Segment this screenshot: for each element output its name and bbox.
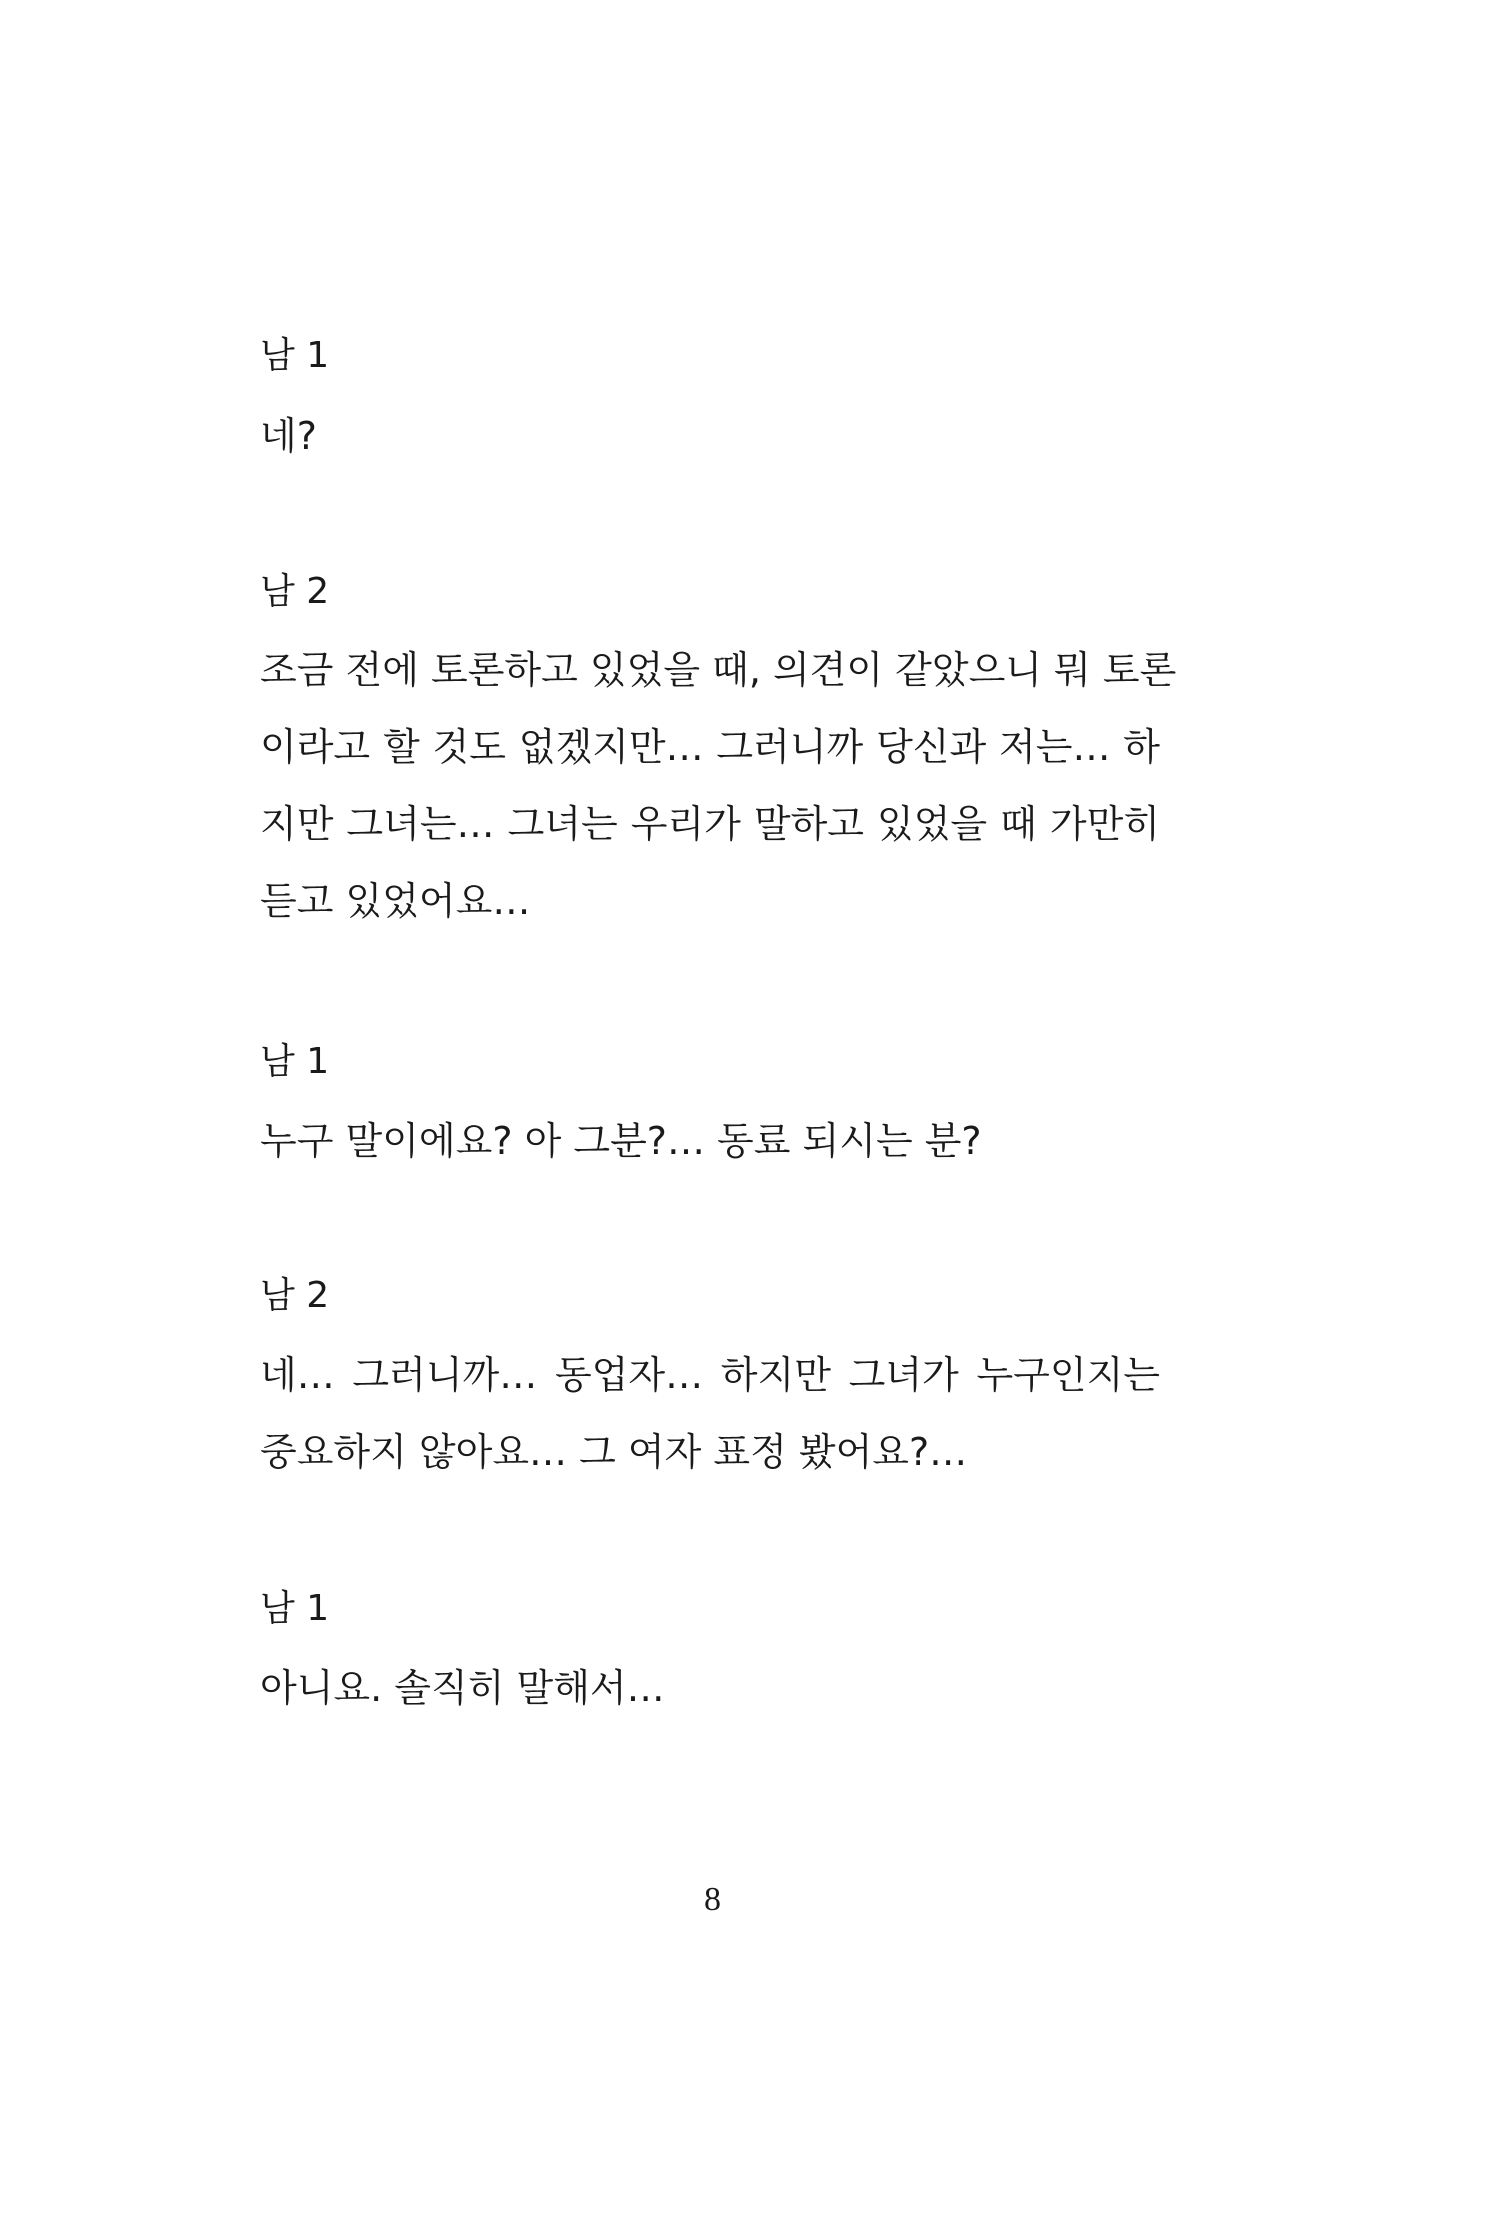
dialogue-line: 조금 전에 토론하고 있었을 때, 의견이 같았으니 뭐 토론 [260, 648, 1177, 692]
dialogue-line: 누구 말이에요? 아 그분?… 동료 되시는 분? [260, 1119, 982, 1163]
dialogue-line: 네? [260, 414, 317, 458]
speaker-label: 남 1 [260, 1041, 330, 1082]
speaker-label: 남 1 [260, 335, 330, 376]
dialogue-line: 이라고 할 것도 없겠지만… 그러니까 당신과 저는… 하 [260, 725, 1160, 769]
dialogue-line: 지만 그녀는… 그녀는 우리가 말하고 있었을 때 가만히 [260, 802, 1160, 846]
speaker-label: 남 1 [260, 1588, 330, 1629]
dialogue-line: 듣고 있었어요… [260, 879, 531, 923]
dialogue-line: 아니요. 솔직히 말해서… [260, 1666, 665, 1710]
page-number: 8 [704, 1881, 721, 1918]
speaker-label: 남 2 [260, 571, 330, 612]
speaker-label: 남 2 [260, 1275, 330, 1316]
dialogue-line: 네… 그러니까… 동업자… 하지만 그녀가 누구인지는 [260, 1353, 1160, 1397]
dialogue-line: 중요하지 않아요… 그 여자 표정 봤어요?… [260, 1430, 968, 1474]
